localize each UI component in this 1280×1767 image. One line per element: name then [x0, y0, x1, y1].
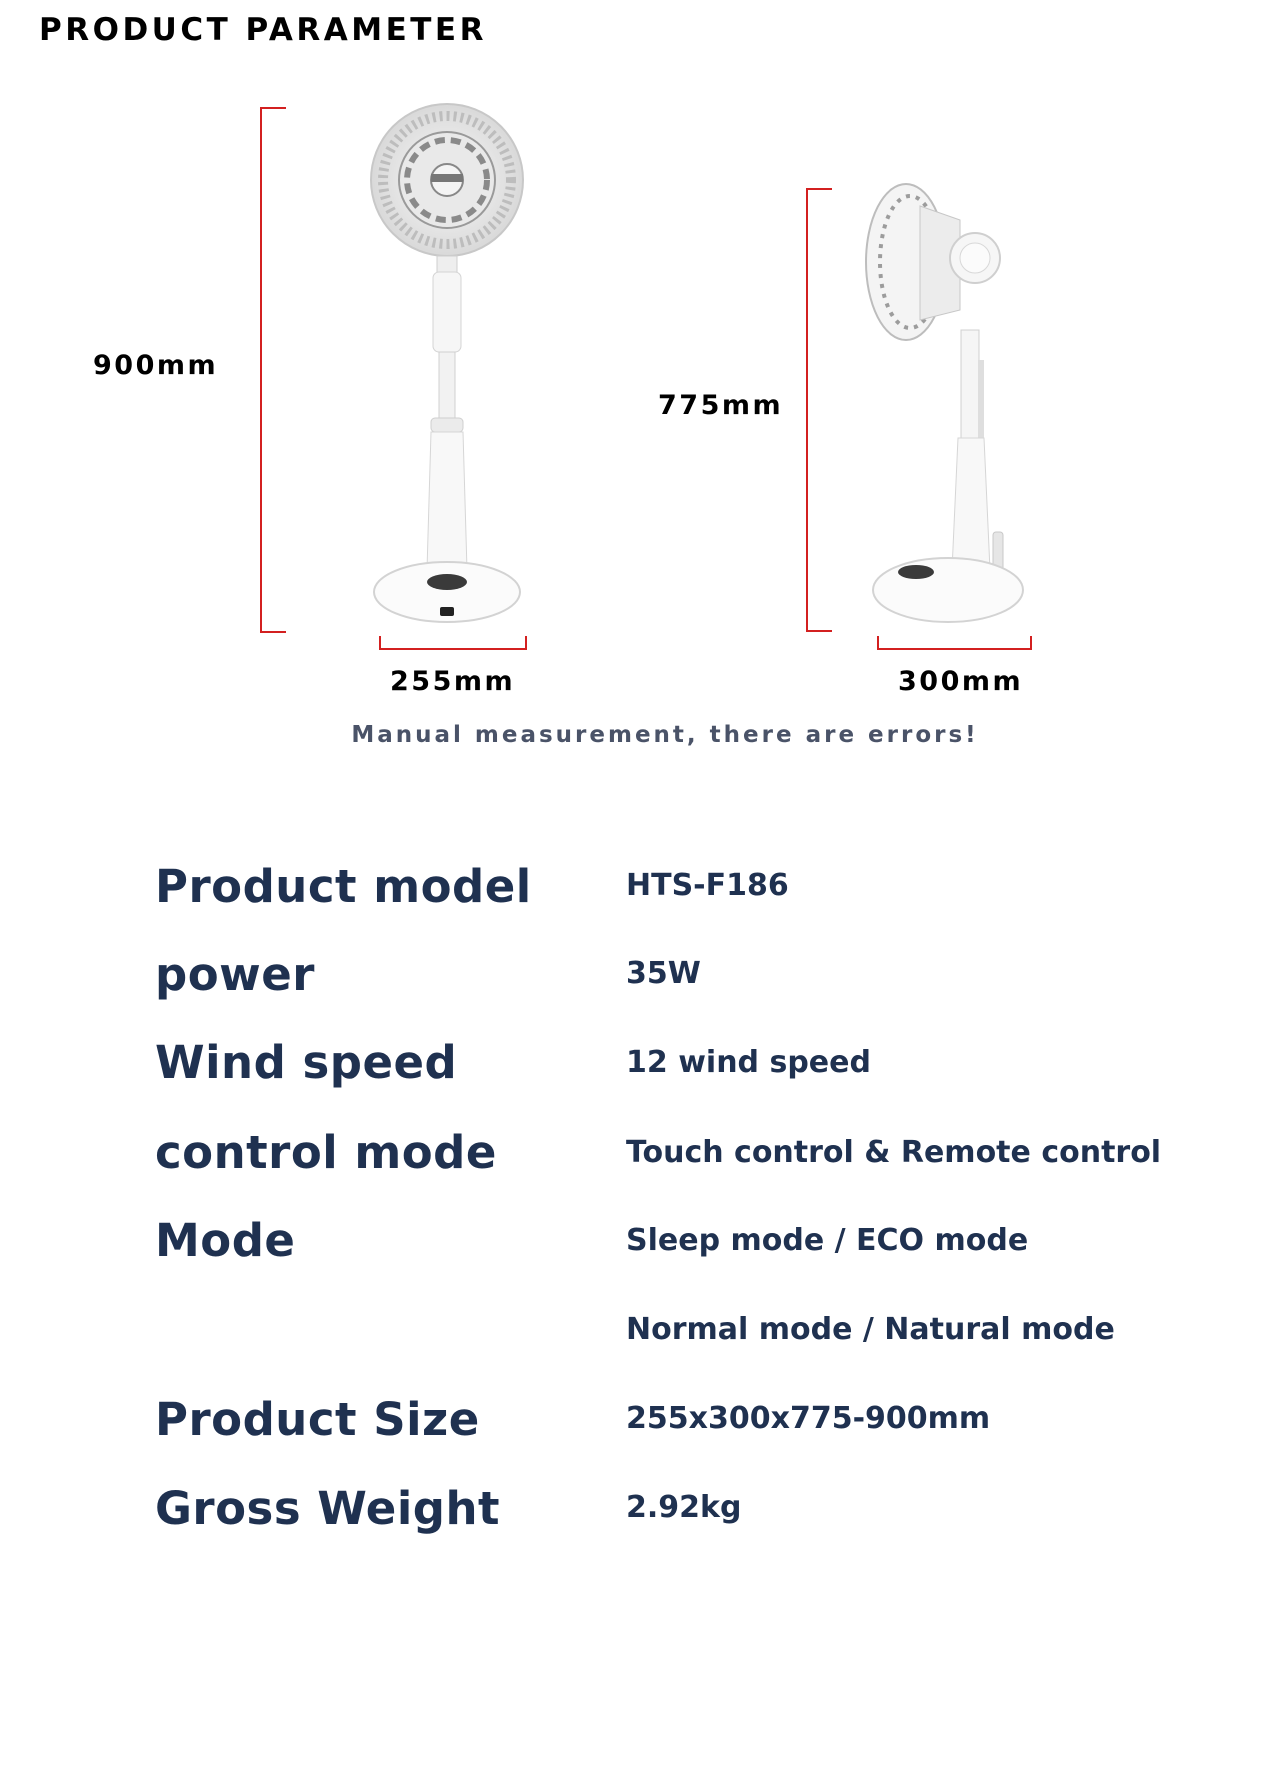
spec-label-product-size: Product Size: [155, 1393, 480, 1446]
spec-value-gross-weight: 2.92kg: [626, 1490, 742, 1525]
side-width-bracket: [877, 636, 1032, 650]
spec-value-mode: Sleep mode / ECO mode: [626, 1223, 1029, 1258]
spec-label-product-model: Product model: [155, 860, 532, 913]
spec-label-control-mode: control mode: [155, 1126, 497, 1179]
side-height-bracket: [806, 188, 832, 632]
front-width-bracket: [379, 636, 527, 650]
front-width-label: 255mm: [390, 666, 516, 697]
spec-value-product-model: HTS-F186: [626, 868, 789, 903]
spec-label-mode: Mode: [155, 1214, 296, 1267]
spec-value-wind-speed: 12 wind speed: [626, 1045, 871, 1080]
spec-label-wind-speed: Wind speed: [155, 1036, 458, 1089]
fan-side-view-image: [860, 180, 1030, 630]
spec-value-control-mode: Touch control & Remote control: [626, 1135, 1162, 1170]
side-height-label: 775mm: [658, 390, 784, 421]
front-height-label: 900mm: [93, 350, 219, 381]
spec-label-gross-weight: Gross Weight: [155, 1482, 501, 1535]
front-height-bracket: [260, 107, 286, 633]
fan-front-view-image: [365, 100, 545, 635]
spec-label-power: power: [155, 948, 315, 1001]
page-title: PRODUCT PARAMETER: [39, 12, 487, 48]
measurement-note: Manual measurement, there are errors!: [351, 722, 979, 748]
spec-value-mode-extra: Normal mode / Natural mode: [626, 1312, 1115, 1347]
spec-value-product-size: 255x300x775-900mm: [626, 1401, 991, 1436]
side-width-label: 300mm: [898, 666, 1024, 697]
spec-value-power: 35W: [626, 956, 701, 991]
